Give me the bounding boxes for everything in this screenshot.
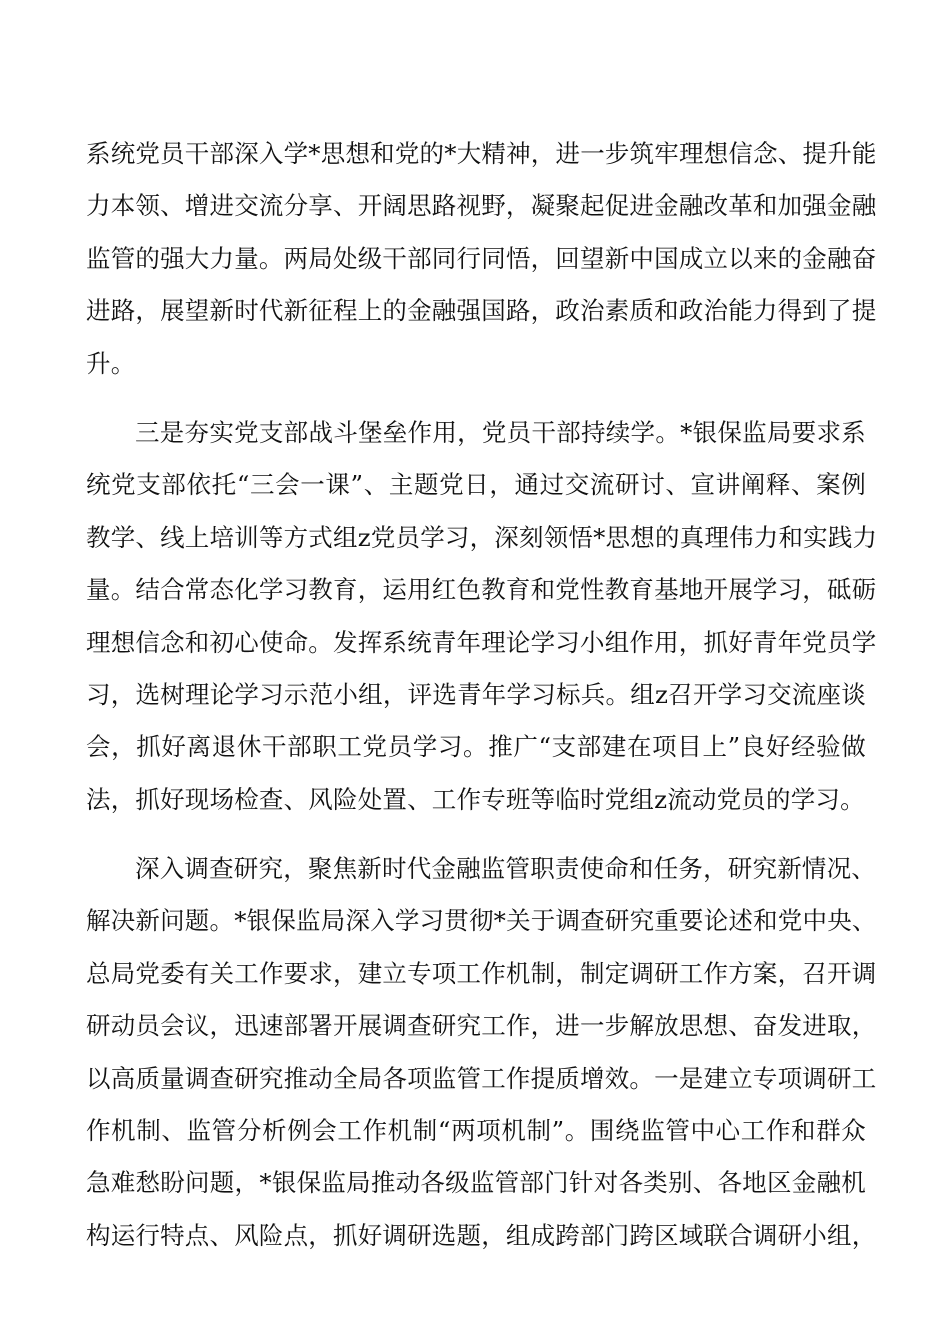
text-line: 三是夯实党支部战斗堡垒作用，党员干部持续学。*银保监局要求系 [135, 417, 866, 447]
text-line: 理想信念和初心使命。发挥系统青年理论学习小组作用，抓好青年党员学 [86, 627, 877, 657]
text-line: 研动员会议，迅速部署开展调查研究工作，进一步解放思想、奋发进取， [86, 1011, 877, 1041]
text-line: 监管的强大力量。两局处级干部同行同悟，回望新中国成立以来的金融奋 [86, 243, 877, 273]
document-body [86, 128, 878, 1262]
text-line: 作机制、监管分析例会工作机制“两项机制”。围绕监管中心工作和群众 [86, 1116, 866, 1146]
text-line: 急难愁盼问题，*银保监局推动各级监管部门针对各类别、各地区金融机 [86, 1168, 866, 1198]
text-line: 进路，展望新时代新征程上的金融强国路，政治素质和政治能力得到了提 [86, 296, 877, 326]
text-line: 升。 [86, 348, 136, 378]
text-line: 系统党员干部深入学*思想和党的*大精神，进一步筑牢理想信念、提升能 [86, 139, 877, 168]
text-line: 力本领、增进交流分享、开阔思路视野，凝聚起促进金融改革和加强金融 [86, 191, 877, 221]
text-line: 总局党委有关工作要求，建立专项工作机制，制定调研工作方案，召开调 [86, 958, 877, 988]
text-line: 以高质量调查研究推动全局各项监管工作提质增效。一是建立专项调研工 [86, 1063, 877, 1093]
text-line: 深入调查研究，聚焦新时代金融监管职责使命和任务，研究新情况、 [135, 854, 876, 884]
text-line: 习，选树理论学习示范小组，评选青年学习标兵。组z召开学习交流座谈 [86, 679, 866, 709]
paragraph-spacer [86, 390, 866, 407]
paragraph-3 [86, 843, 877, 1262]
paragraph-2 [86, 407, 878, 826]
text-line: 量。结合常态化学习教育，运用红色教育和党性教育基地开展学习，砥砺 [86, 575, 877, 605]
text-line: 统党支部依托“三会一课”、主题党日，通过交流研讨、宣讲阐释、案例 [86, 470, 866, 500]
paragraph-spacer [86, 826, 866, 843]
paragraph-1 [86, 128, 877, 390]
text-line: 构运行特点、风险点，抓好调研选题，组成跨部门跨区域联合调研小组， [86, 1220, 877, 1250]
text-line: 解决新问题。*银保监局深入学习贯彻*关于调查研究重要论述和党中央、 [86, 906, 877, 936]
text-line: 教学、线上培训等方式组z党员学习，深刻领悟*思想的真理伟力和实践力 [86, 522, 878, 552]
text-line: 法，抓好现场检查、风险处置、工作专班等临时党组z流动党员的学习。 [86, 784, 865, 814]
text-line: 会，抓好离退休干部职工党员学习。推广“支部建在项目上”良好经验做 [86, 732, 866, 762]
